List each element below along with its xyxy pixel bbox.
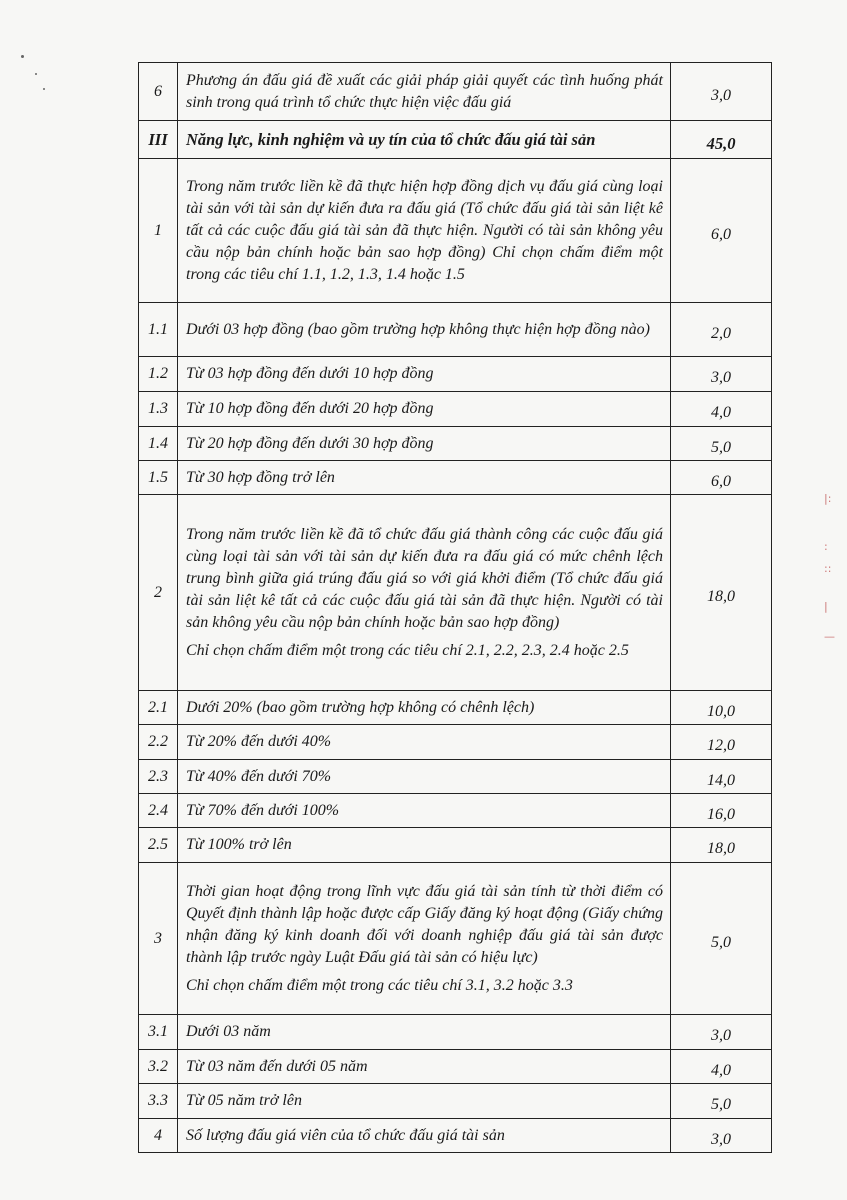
max-score: 5,0	[671, 863, 772, 1015]
criterion-number: 2.2	[139, 725, 178, 760]
criterion-description	[178, 121, 671, 159]
criterion-number: 1.2	[139, 357, 178, 392]
max-score: 5,0	[671, 427, 772, 461]
margin-mark: |	[824, 600, 828, 613]
table-row	[139, 121, 772, 159]
table-row	[139, 1084, 772, 1119]
criterion-description	[178, 63, 671, 121]
criterion-description	[178, 725, 671, 760]
criterion-description	[178, 159, 671, 303]
criterion-number: III	[139, 121, 178, 159]
criterion-text: Chỉ chọn chấm điểm một trong các tiêu chí 3.1, 3.2 hoặc 3.3	[186, 976, 573, 994]
margin-mark: ::	[824, 562, 832, 575]
criterion-number: 1.5	[139, 461, 178, 495]
max-score: 3,0	[671, 63, 772, 121]
criterion-number: 1.1	[139, 303, 178, 357]
criterion-number: 2.4	[139, 794, 178, 828]
max-score: 3,0	[671, 357, 772, 392]
scan-speck	[35, 73, 37, 75]
criterion-text: Trong năm trước liền kề đã thực hiện hợp đồng dịch vụ đấu giá cùng loại tài sản với tài sản dự kiến đưa ra đấu giá (Tổ chức đấu giá tài sản liệt kê tất cả các cuộc đấu giá tài sản đã thực hiện. Người có tài sản không yêu cầu nộp bản chính hoặc bản sao hợp đồng) Chỉ chọn chấm điểm một trong các tiêu chí 1.1, 1.2, 1.3, 1.4 hoặc 1.5	[186, 177, 663, 283]
criterion-text: Từ 10 hợp đồng đến dưới 20 hợp đồng	[186, 400, 434, 417]
max-score: 4,0	[671, 1050, 772, 1084]
table-row	[139, 1015, 772, 1050]
criterion-description	[178, 495, 671, 691]
criterion-number: 2.3	[139, 760, 178, 794]
max-score: 6,0	[671, 461, 772, 495]
criterion-text: Từ 30 hợp đồng trở lên	[186, 468, 335, 486]
scan-speck	[21, 55, 24, 58]
max-score: 5,0	[671, 1084, 772, 1119]
criterion-description	[178, 794, 671, 828]
criterion-text: Từ 03 năm đến dưới 05 năm	[186, 1057, 368, 1075]
criterion-number: 4	[139, 1119, 178, 1153]
criterion-description	[178, 1015, 671, 1050]
table-row	[139, 461, 772, 495]
max-score: 10,0	[671, 691, 772, 725]
criterion-description	[178, 392, 671, 427]
table-row	[139, 1119, 772, 1153]
margin-mark: :	[824, 540, 828, 553]
criterion-number: 1.3	[139, 392, 178, 427]
criterion-text: Trong năm trước liền kề đã tổ chức đấu giá thành công các cuộc đấu giá cùng loại tài sản với tài sản dự kiến đưa ra đấu giá có mức chênh lệch trung bình giữa giá trúng đấu giá so với giá khởi điểm (Tổ chức đấu giá tài sản liệt kê tất cả các cuộc đấu giá tài sản đã thực hiện. Người có tài sản không yêu cầu nộp bản chính hoặc bản sao hợp đồng)	[186, 525, 663, 631]
criterion-description	[178, 863, 671, 1015]
criterion-number: 2.1	[139, 691, 178, 725]
criterion-text: Từ 70% đến dưới 100%	[186, 801, 340, 819]
criterion-text: Từ 40% đến dưới 70%	[186, 767, 332, 785]
table-row	[139, 691, 772, 725]
criterion-text: Từ 05 năm trở lên	[186, 1092, 302, 1109]
max-score: 4,0	[671, 392, 772, 427]
max-score: 3,0	[671, 1119, 772, 1153]
table-row	[139, 863, 772, 1015]
criterion-text: Chỉ chọn chấm điểm một trong các tiêu chí 2.1, 2.2, 2.3, 2.4 hoặc 2.5	[186, 641, 629, 659]
table-row	[139, 760, 772, 794]
criterion-number: 3	[139, 863, 178, 1015]
criterion-number: 3.3	[139, 1084, 178, 1119]
criterion-description	[178, 1084, 671, 1119]
criterion-number: 1.4	[139, 427, 178, 461]
max-score: 12,0	[671, 725, 772, 760]
margin-mark: |:	[824, 492, 832, 505]
criterion-number: 2	[139, 495, 178, 691]
criterion-description	[178, 1119, 671, 1153]
table-body	[139, 63, 772, 1153]
table-row	[139, 794, 772, 828]
max-score: 6,0	[671, 159, 772, 303]
max-score: 3,0	[671, 1015, 772, 1050]
criterion-text: Từ 20% đến dưới 40%	[186, 733, 332, 750]
table-row	[139, 495, 772, 691]
criterion-text: Số lượng đấu giá viên của tổ chức đấu giá tài sản	[186, 1126, 505, 1144]
table-row	[139, 303, 772, 357]
table-row	[139, 159, 772, 303]
table-row	[139, 392, 772, 427]
scan-speck	[43, 88, 45, 90]
criterion-number: 6	[139, 63, 178, 121]
criterion-text: Dưới 03 hợp đồng (bao gồm trường hợp không thực hiện hợp đồng nào)	[186, 320, 650, 338]
criterion-description	[178, 760, 671, 794]
max-score: 18,0	[671, 495, 772, 691]
criterion-text: Thời gian hoạt động trong lĩnh vực đấu giá tài sản tính từ thời điểm có Quyết định thành lập hoặc được cấp Giấy đăng ký hoạt động (Giấy chứng nhận đăng ký kinh doanh đối với doanh nghiệp đấu giá tài sản được thành lập trước ngày Luật Đấu giá tài sản có hiệu lực)	[186, 882, 663, 966]
max-score: 18,0	[671, 828, 772, 863]
criterion-text: Phương án đấu giá đề xuất các giải pháp giải quyết các tình huống phát sinh trong quá trình tổ chức thực hiện việc đấu giá	[186, 71, 663, 111]
criterion-text: Từ 100% trở lên	[186, 836, 292, 853]
criterion-description	[178, 691, 671, 725]
max-score: 45,0	[671, 121, 772, 159]
table-row	[139, 427, 772, 461]
table-row	[139, 1050, 772, 1084]
criterion-text: Dưới 20% (bao gồm trường hợp không có chênh lệch)	[186, 698, 535, 716]
max-score: 2,0	[671, 303, 772, 357]
criterion-text: Dưới 03 năm	[186, 1023, 271, 1040]
table-row	[139, 828, 772, 863]
criterion-text: Năng lực, kinh nghiệm và uy tín của tổ chức đấu giá tài sản	[186, 129, 596, 149]
criterion-number: 3.1	[139, 1015, 178, 1050]
criterion-text: Từ 03 hợp đồng đến dưới 10 hợp đồng	[186, 365, 434, 382]
criterion-description	[178, 828, 671, 863]
criterion-description	[178, 357, 671, 392]
criterion-number: 2.5	[139, 828, 178, 863]
criterion-description	[178, 303, 671, 357]
criterion-number: 3.2	[139, 1050, 178, 1084]
margin-mark: —	[824, 630, 835, 643]
criterion-text: Từ 20 hợp đồng đến dưới 30 hợp đồng	[186, 434, 434, 452]
table-row	[139, 357, 772, 392]
criterion-description	[178, 461, 671, 495]
max-score: 14,0	[671, 760, 772, 794]
criterion-description	[178, 1050, 671, 1084]
scoring-criteria-table	[138, 62, 772, 1153]
table-row	[139, 725, 772, 760]
criterion-description	[178, 427, 671, 461]
criterion-number: 1	[139, 159, 178, 303]
max-score: 16,0	[671, 794, 772, 828]
table-row	[139, 63, 772, 121]
